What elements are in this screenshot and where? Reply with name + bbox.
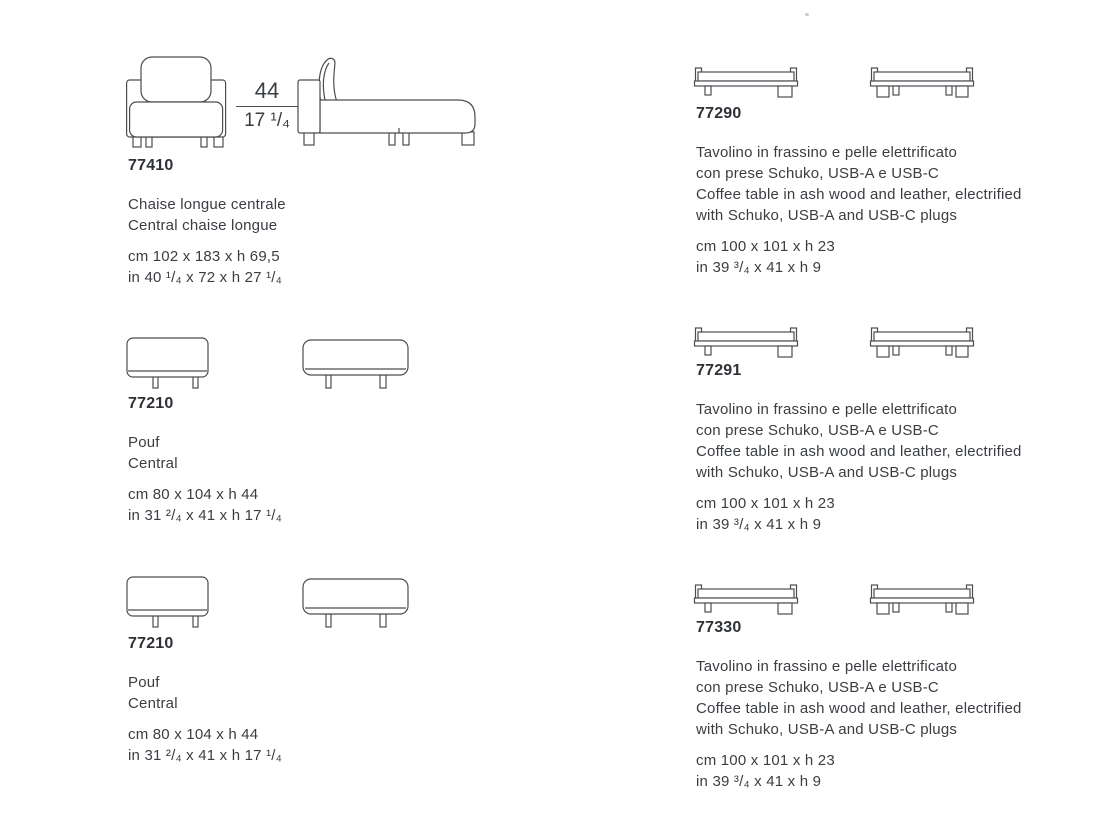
product-name-line: Coffee table in ash wood and leather, electrified (696, 186, 1022, 203)
chaise-front-view-drawing (126, 56, 232, 150)
product-name-line: Chaise longue centrale (128, 196, 286, 213)
product-sizes (696, 750, 1022, 792)
product-block-77330 (696, 619, 1022, 792)
depth-dimension-callout (236, 78, 298, 133)
dimension-cm-value: 44 (236, 78, 298, 107)
product-name-line: Central chaise longue (128, 217, 278, 234)
coffee-table-front-view-drawing (694, 581, 798, 617)
product-name-line: Tavolino in frassino e pelle elettrificato (696, 658, 958, 675)
product-name-line: con prese Schuko, USB-A e USB-C (696, 422, 939, 439)
coffee-table-side-view-drawing (870, 581, 974, 617)
product-block-77290 (696, 105, 1022, 278)
product-sizes (128, 724, 282, 766)
size-in: in 39 ³/₄ x 41 x h 9 (696, 516, 822, 533)
product-sizes (128, 484, 282, 526)
coffee-table-front-view-drawing (694, 64, 798, 100)
product-sizes (128, 246, 286, 288)
size-cm: cm 80 x 104 x h 44 (128, 486, 259, 503)
product-name-line: con prese Schuko, USB-A e USB-C (696, 165, 939, 182)
product-name-line: with Schuko, USB-A and USB-C plugs (696, 721, 958, 738)
coffee-table-side-view-drawing (870, 324, 974, 360)
product-name-line: Pouf (128, 434, 160, 451)
product-names (696, 399, 1022, 483)
product-code: 77291 (696, 362, 742, 379)
product-code: 77210 (128, 635, 174, 652)
product-names (128, 432, 282, 474)
product-name-line: with Schuko, USB-A and USB-C plugs (696, 464, 958, 481)
coffee-table-side-view-drawing (870, 64, 974, 100)
product-code: 77330 (696, 619, 742, 636)
dimension-in-value: 17 ¹/₄ (244, 110, 290, 131)
size-cm: cm 100 x 101 x h 23 (696, 752, 835, 769)
coffee-table-front-view-drawing (694, 324, 798, 360)
product-names (128, 672, 282, 714)
size-in: in 31 ²/₄ x 41 x h 17 ¹/₄ (128, 747, 282, 764)
product-block-77210-a (128, 395, 282, 526)
size-cm: cm 100 x 101 x h 23 (696, 495, 835, 512)
product-name-line: Central (128, 455, 178, 472)
size-in: in 31 ²/₄ x 41 x h 17 ¹/₄ (128, 507, 282, 524)
product-name-line: Pouf (128, 674, 160, 691)
size-cm: cm 102 x 183 x h 69,5 (128, 248, 280, 265)
product-name-line: with Schuko, USB-A and USB-C plugs (696, 207, 958, 224)
size-in: in 40 ¹/₄ x 72 x h 27 ¹/₄ (128, 269, 282, 286)
page-speck-artifact (805, 13, 809, 16)
pouf-side-view-drawing (302, 339, 410, 391)
product-code: 77210 (128, 395, 174, 412)
pouf-side-view-drawing (302, 578, 410, 630)
size-in: in 39 ³/₄ x 41 x h 9 (696, 773, 822, 790)
product-names (696, 142, 1022, 226)
product-name-line: con prese Schuko, USB-A e USB-C (696, 679, 939, 696)
product-name-line: Central (128, 695, 178, 712)
product-names (128, 194, 286, 236)
product-sizes (696, 236, 1022, 278)
product-names (696, 656, 1022, 740)
size-in: in 39 ³/₄ x 41 x h 9 (696, 259, 822, 276)
product-block-77410 (128, 157, 286, 288)
product-block-77291 (696, 362, 1022, 535)
product-name-line: Coffee table in ash wood and leather, electrified (696, 700, 1022, 717)
chaise-side-view-drawing (296, 56, 484, 148)
product-code: 77410 (128, 157, 174, 174)
size-cm: cm 100 x 101 x h 23 (696, 238, 835, 255)
product-name-line: Coffee table in ash wood and leather, electrified (696, 443, 1022, 460)
size-cm: cm 80 x 104 x h 44 (128, 726, 259, 743)
product-code: 77290 (696, 105, 742, 122)
product-name-line: Tavolino in frassino e pelle elettrificato (696, 144, 958, 161)
product-name-line: Tavolino in frassino e pelle elettrificato (696, 401, 958, 418)
pouf-front-view-drawing (126, 576, 210, 630)
product-block-77210-b (128, 635, 282, 766)
pouf-front-view-drawing (126, 337, 210, 391)
product-sizes (696, 493, 1022, 535)
